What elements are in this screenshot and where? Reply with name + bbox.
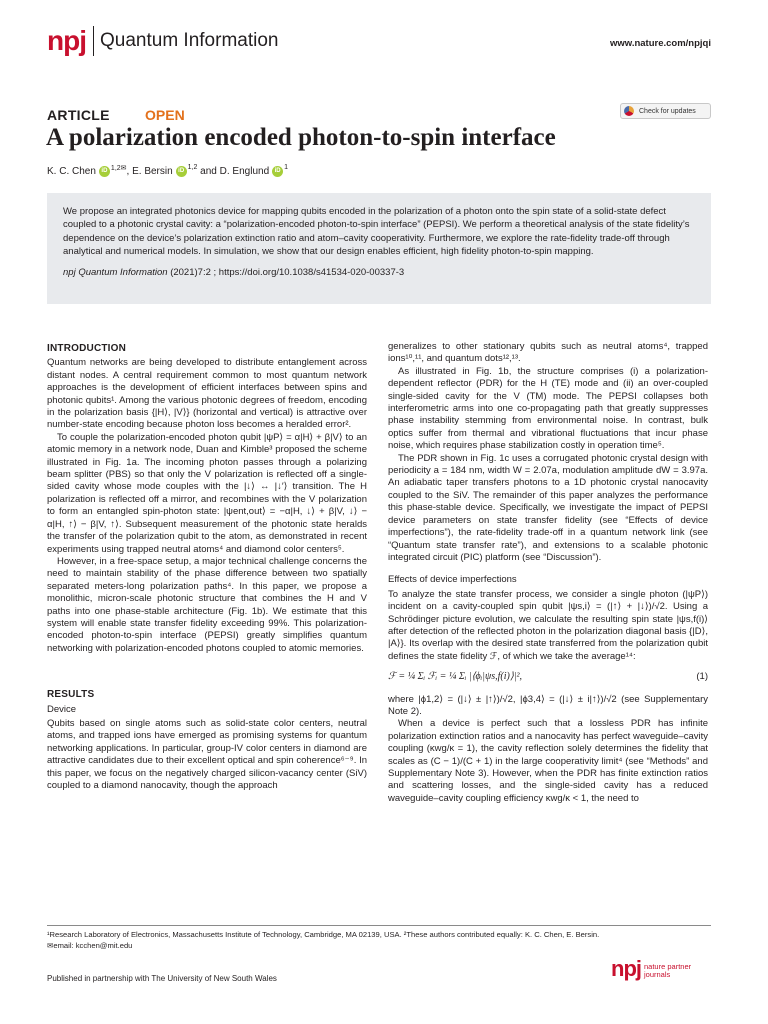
corresponding-email[interactable]: ✉email: kcchen@mit.edu (47, 941, 133, 950)
paragraph: The PDR shown in Fig. 1c uses a corrugated photonic crystal design with periodicity a = 184 nm, width W = 2.07a, modulation amplitude dW = 3.97a. An adiabatic taper transfers photons to a 1D photonic crystal nanocavity coupled to the SiV. The remainder of this paper analyzes the performance this phase-stable device. Specifically, we investigate the impact of PEPSI device parameters on state transfer fidelity (see “Effects of device imperfections”), the rate-fidelity trade-off in a quantum network link (see “Quantum state transfer rate”), and extensions to a scalable photonic integrated circuit (PIC) platform (see “Discussion”). (388, 452, 708, 563)
footnote-divider (47, 925, 711, 926)
article-title: A polarization encoded photon-to-spin interface (46, 124, 556, 151)
paragraph: Quantum networks are being developed to distribute entanglement across distant nodes. A central requirement common to most quantum network approaches is the development of efficient interfaces between spins and photonic qubits¹. Among the various photonic degrees of freedom, encoding in the polarization basis {|H⟩, |V⟩} (horizontal and vertical) is attractive over number-state encoding because photon loss becomes a heralded error². (47, 357, 367, 431)
right-column (388, 341, 708, 805)
abstract-box (47, 193, 711, 304)
author-name[interactable]: D. Englund (219, 166, 270, 177)
author-affiliation: 1,2 (187, 164, 198, 171)
author-name[interactable]: E. Bersin (132, 166, 173, 177)
author-affiliation: 1 (284, 164, 289, 171)
paragraph: generalizes to other stationary qubits such as neutral atoms⁴, trapped ions¹⁰,¹¹, and quantum dots¹²,¹³. (388, 341, 708, 365)
paragraph: When a device is perfect such that a lossless PDR has infinite polarization extinction ratios and a nanocavity has perfect waveguide–cavity coupling (κwg/κ = 1), the cavity reflection solely determines the fidelity that scales as (C − 1)/(C + 1) in the large cooperativity limit⁴ (see “Methods” and Supplementary Note 3). However, when the PDR has finite extinction ratios and scattering losses, and the single-sided cavity has a reduced waveguide–cavity coupling efficiency κwg/κ < 1, the need to (388, 718, 708, 804)
journal-brand[interactable] (47, 26, 278, 56)
author-name[interactable]: K. C. Chen (47, 166, 96, 177)
affiliation-footnote (47, 929, 711, 951)
orcid-icon[interactable]: iD (272, 166, 283, 177)
brand-divider (93, 26, 94, 56)
author-separator: and (197, 166, 220, 177)
article-type-label: ARTICLE (47, 107, 110, 123)
equation-1 (388, 671, 708, 683)
journal-url-link[interactable]: www.nature.com/npjqi (610, 38, 711, 49)
author-list (47, 166, 288, 177)
partner-line-2: journals (644, 970, 671, 979)
partner-line-1: nature partner (644, 962, 692, 971)
author-affiliation: 1,2✉ (110, 164, 127, 172)
orcid-icon[interactable]: iD (176, 166, 187, 177)
partner-text (644, 963, 691, 979)
effects-subheading: Effects of device imperfections (388, 574, 517, 586)
spacer (47, 655, 367, 689)
paragraph: To analyze the state transfer process, we consider a single photon (|ψP⟩) incident on a cavity-coupled spin qubit |ψs,i⟩ = (|↑⟩ + |↓⟩)/√2. Using a Schrödinger picture evolution, we calculate the resulting spin state |ψs,f(i)⟩ after detection of the reflected photon in the polarization diagonal basis {|D⟩, |A⟩}. Its overlap with the desired state transferred from the polarization qubit defines the state fidelity ℱ, of which we take the average¹⁴: (388, 588, 708, 662)
journal-name: Quantum Information (100, 30, 279, 51)
orcid-icon[interactable]: iD (99, 166, 110, 177)
abstract-text: We propose an integrated photonics device for mapping qubits encoded in the polarization of a photon onto the spin state of a solid-state defect coupled to a photonic crystal cavity: a “polarization-encoded photon-to-spin interface” (PEPSI). We perform a theoretical analysis of the state fidelity’s dependence on the device’s polarization extinction ratio and atom–cavity cooperativity. Furthermore, we explore the rate-fidelity trade-off through analytical and numerical models. In simulation, we show that our design enables efficient, high fidelity photon-to-spin mapping. (63, 206, 690, 257)
author-separator: , (126, 166, 133, 177)
nature-partner-logo[interactable] (611, 958, 691, 980)
paragraph: However, in a free-space setup, a major technical challenge concerns the need to maintain stability of the phase difference between two spatially separated meters-long polarization paths⁴. In this paper, we propose a monolithic, micron-scale photonic structure that combines the H and V paths into one phase-stable architecture (Fig. 1b). We estimate that this system will enable state transfer fidelity exceeding 99%. This polarization-encoded photon-to-spin interface (PEPSI) greatly simplifies quantum networking with polarization-encoded photons coupled to atomic memories. (47, 555, 367, 654)
open-access-label: OPEN (145, 107, 185, 123)
paragraph: As illustrated in Fig. 1b, the structure comprises (i) a polarization-dependent reflector (PDR) for the H (TE) mode and (ii) an over-coupled single-sided cavity for the V (TM) mode. The PEPSI collapses both interferometric arms into one co-propagating path that greatly suppresses phase instability stemming from environmental noise. In contrast, bulk optics suffer from thermal and vibrational fluctuations that incur phase noise, which requires phase stabilization costly in operation time⁵. (388, 365, 708, 452)
citation-journal: npj Quantum Information (63, 267, 168, 279)
affiliation-text: ¹Research Laboratory of Electronics, Massachusetts Institute of Technology, Cambridge, MA 02139, USA. ²These authors contributed equally: K. C. Chen, E. Bersin. (47, 930, 600, 939)
equation-body: ℱ = ¼ Σᵢ ℱᵢ = ¼ Σᵢ |⟨ϕᵢ|ψs,f(i)⟩|², (388, 671, 522, 683)
spacer (388, 564, 708, 574)
check-for-updates-label: Check for updates (639, 107, 696, 115)
citation-line (63, 267, 695, 278)
paragraph: where |ϕ1,2⟩ = (|↓⟩ ± |↑⟩)/√2, |ϕ3,4⟩ = (|↓⟩ ± i|↑⟩)/√2 (see Supplementary Note 2). (388, 693, 708, 717)
results-heading: RESULTS (47, 689, 95, 701)
publisher-line: Published in partnership with The University of New South Wales (47, 974, 277, 983)
left-column (47, 343, 367, 792)
paragraph: Qubits based on single atoms such as solid-state color centers, neutral atoms, and trapped ions have emerged as promising systems for quantum networking applications. In particular, group-IV color centers in diamond are attractive candidates due to their excellent optical and spin coherence⁶⁻⁹. In this paper, we focus on the negatively charged silicon-vacancy center (SiV) coupled to a diamond nanocavity, though the approach (47, 717, 367, 791)
npj-logo: npj (47, 25, 86, 56)
npj-footer-logo: npj (611, 956, 641, 981)
check-for-updates-button[interactable] (620, 103, 711, 119)
crossmark-icon (624, 106, 634, 116)
citation-doi[interactable]: (2021)7:2 ; https://doi.org/10.1038/s41534-020-00337-3 (167, 267, 405, 279)
introduction-heading: INTRODUCTION (47, 343, 127, 354)
equation-number: (1) (696, 671, 708, 683)
paragraph: To couple the polarization-encoded photon qubit |ψP⟩ = α|H⟩ + β|V⟩ to an atomic memory in a network node, Duan and Kimble³ proposed the scheme illustrated in Fig. 1a. The incoming photon passes through a polarizing beam splitter (PBS) so that only the V polarization is reflected off a single-sided cavity whose mode couples with the |↓⟩ ↔ |↓′⟩ transition. The H polarization is reflected off a mirror, and recombines with the V polarization to form an entangled spin-photon state: |ψent,out⟩ = −α|H, ↓⟩ + β|V, ↓⟩ − α|H, ↑⟩ − β|V, ↑⟩. Subsequent measurement of the photonic state heralds the transfer of the polarization qubit to the atom, as demonstrated in recent experiments using trapped neutral atoms⁴ and diamond color centers⁵. (47, 431, 367, 555)
device-subheading: Device (47, 703, 77, 715)
